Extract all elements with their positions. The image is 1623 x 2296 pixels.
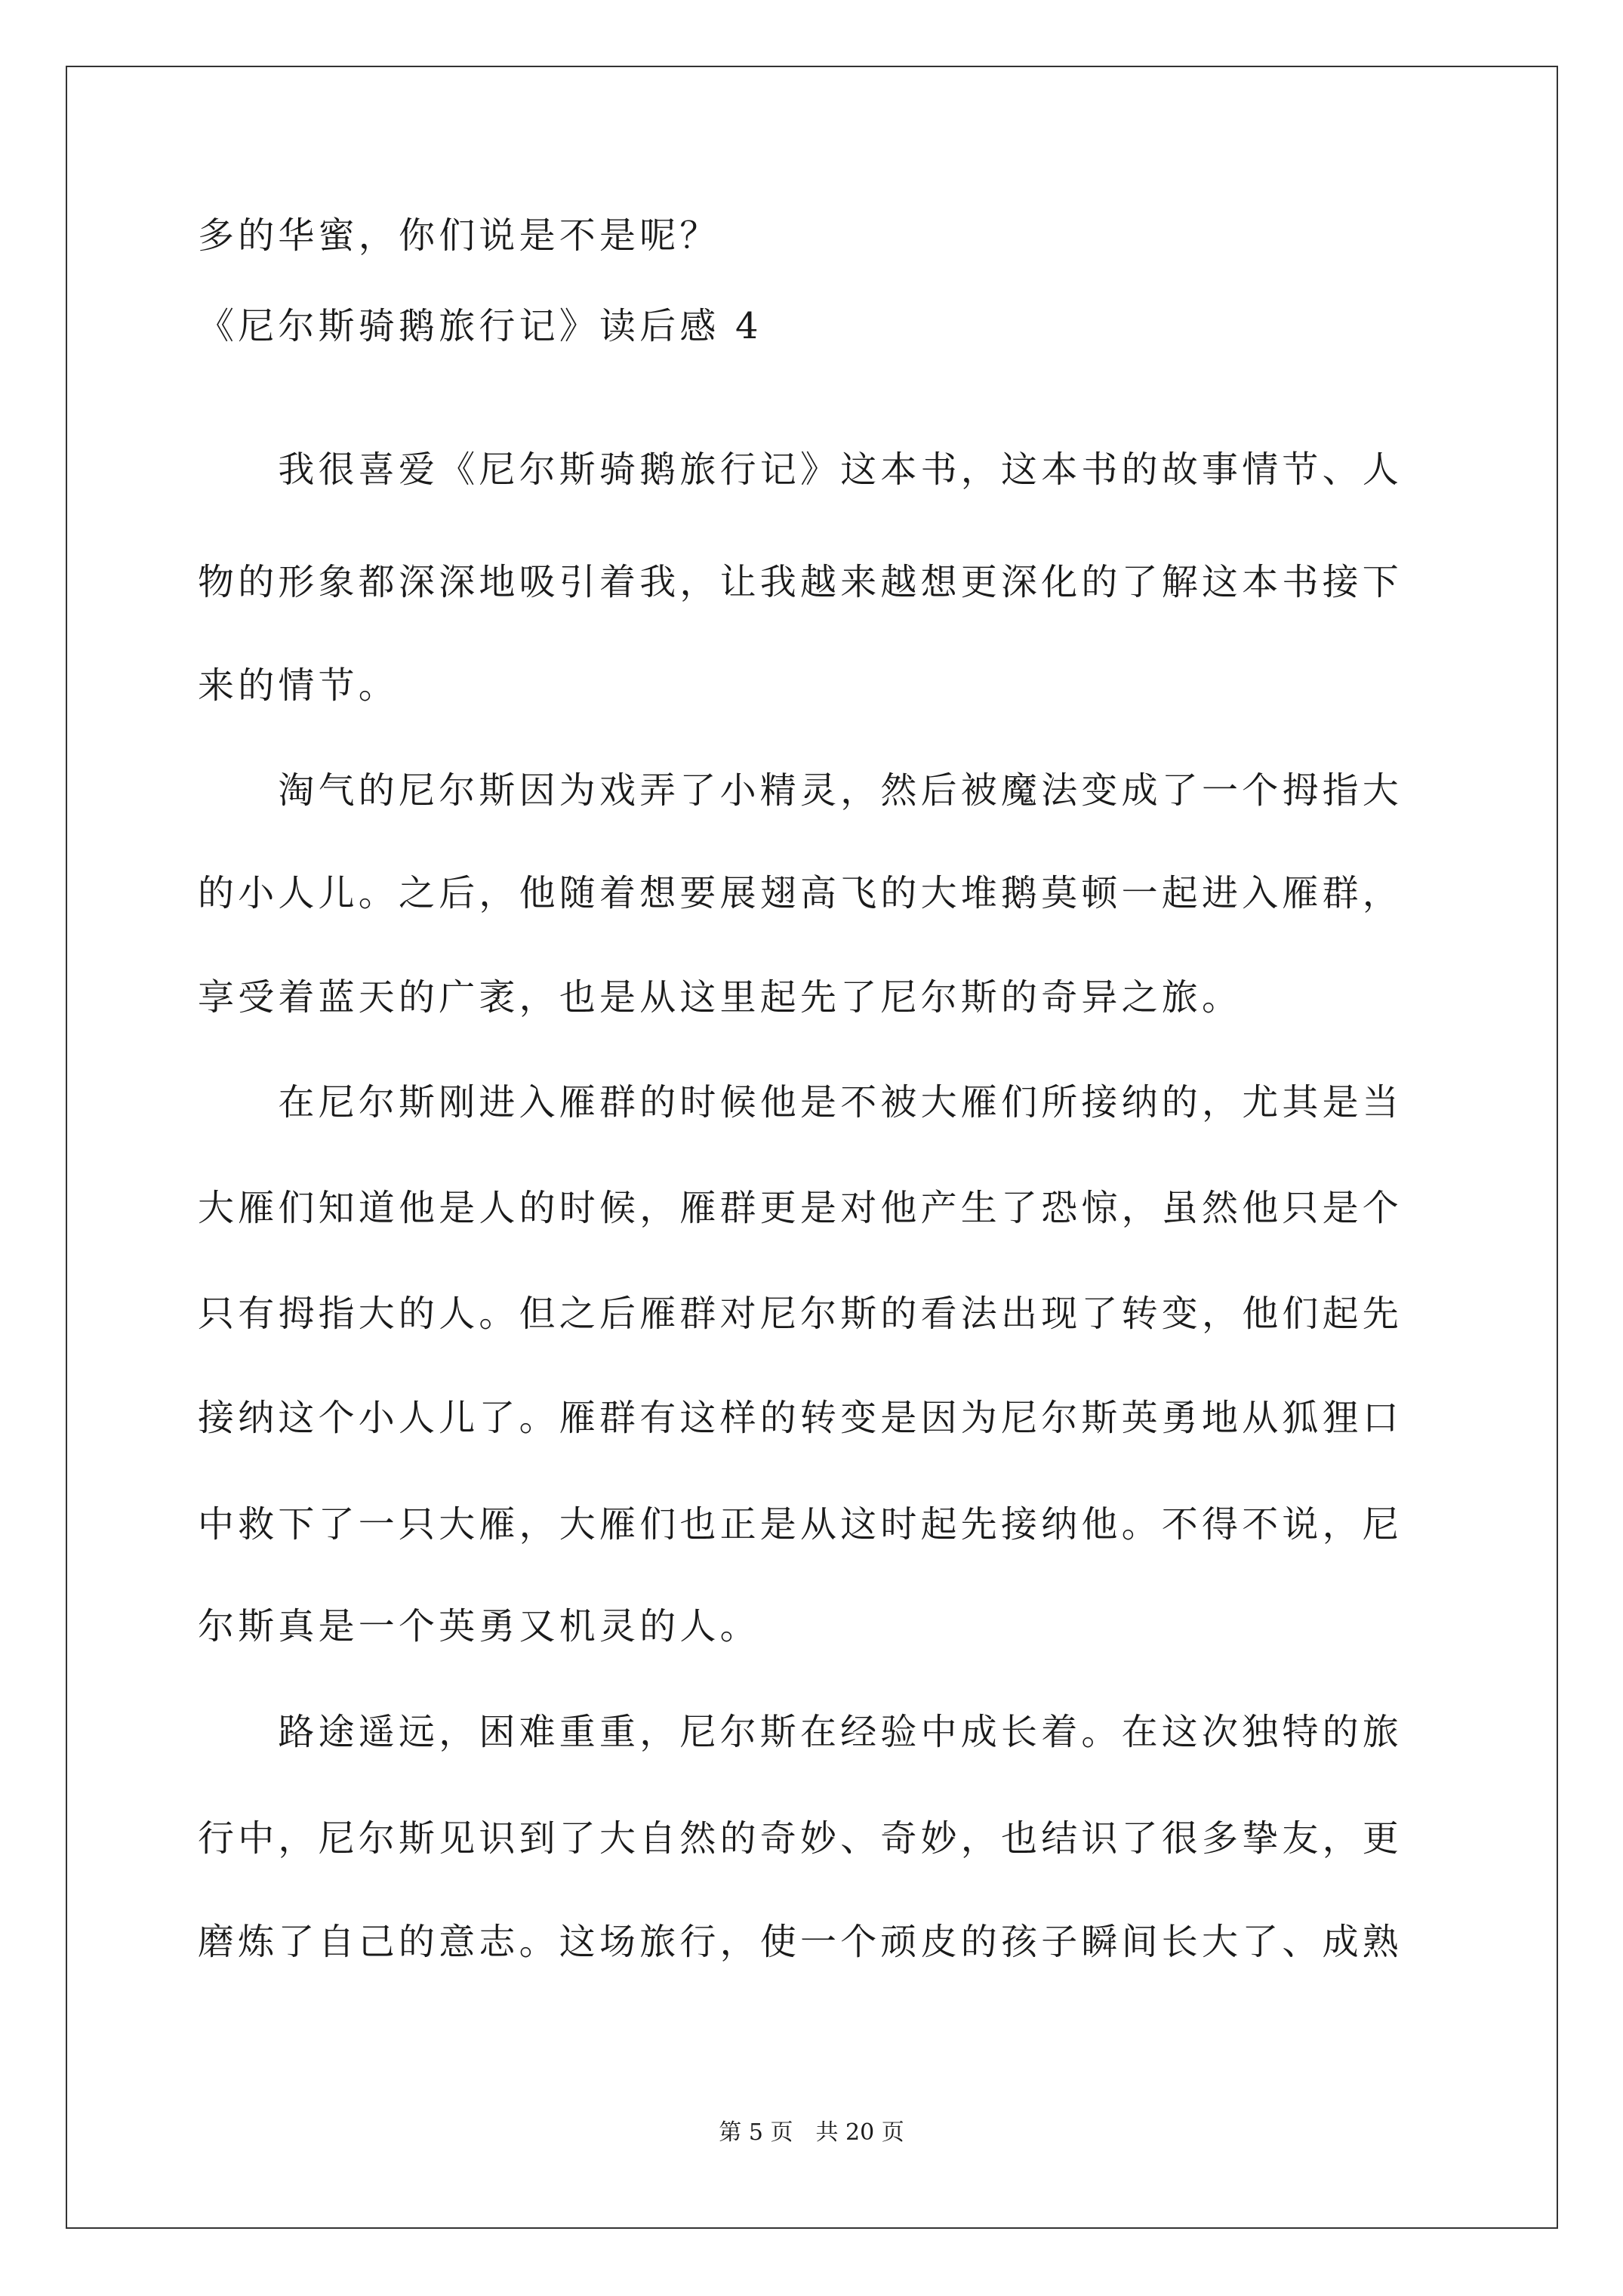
text-line: 尔斯真是一个英勇又机灵的人。 [198, 1605, 760, 1647]
text-line: 中救下了一只大雁，大雁们也正是从这时起先接纳他。不得不说，尼 [198, 1503, 1403, 1546]
text-line: 行中，尼尔斯见识到了大自然的奇妙、奇妙，也结识了很多挚友，更 [198, 1817, 1403, 1860]
page-border [66, 66, 1558, 2229]
section-heading: 《尼尔斯骑鹅旅行记》读后感 4 [198, 305, 762, 347]
text-line: 物的形象都深深地吸引着我，让我越来越想更深化的了解这本书接下 [198, 561, 1403, 603]
text-line: 的小人儿。之后，他随着想要展翅高飞的大堆鹅莫顿一起进入雁群， [198, 872, 1403, 914]
page-number-footer: 第 5 页 共 20 页 [719, 2119, 904, 2146]
text-line: 享受着蓝天的广袤，也是从这里起先了尼尔斯的奇异之旅。 [198, 976, 1243, 1019]
text-line: 多的华蜜，你们说是不是呢？ [198, 214, 720, 257]
text-line: 只有拇指大的人。但之后雁群对尼尔斯的看法出现了转变，他们起先 [198, 1293, 1403, 1335]
text-line: 磨炼了自己的意志。这场旅行，使一个顽皮的孩子瞬间长大了、成熟 [198, 1921, 1403, 1963]
text-line: 淘气的尼尔斯因为戏弄了小精灵，然后被魔法变成了一个拇指大 [198, 769, 1403, 812]
text-line: 来的情节。 [198, 664, 399, 707]
text-line: 路途遥远，困难重重，尼尔斯在经验中成长着。在这次独特的旅 [198, 1711, 1403, 1753]
text-line: 在尼尔斯刚进入雁群的时候他是不被大雁们所接纳的，尤其是当 [198, 1081, 1403, 1123]
text-line: 我很喜爱《尼尔斯骑鹅旅行记》这本书，这本书的故事情节、人 [198, 448, 1403, 491]
text-line: 接纳这个小人儿了。雁群有这样的转变是因为尼尔斯英勇地从狐狸口 [198, 1397, 1403, 1439]
text-line: 大雁们知道他是人的时候，雁群更是对他产生了恐惊，虽然他只是个 [198, 1187, 1403, 1229]
